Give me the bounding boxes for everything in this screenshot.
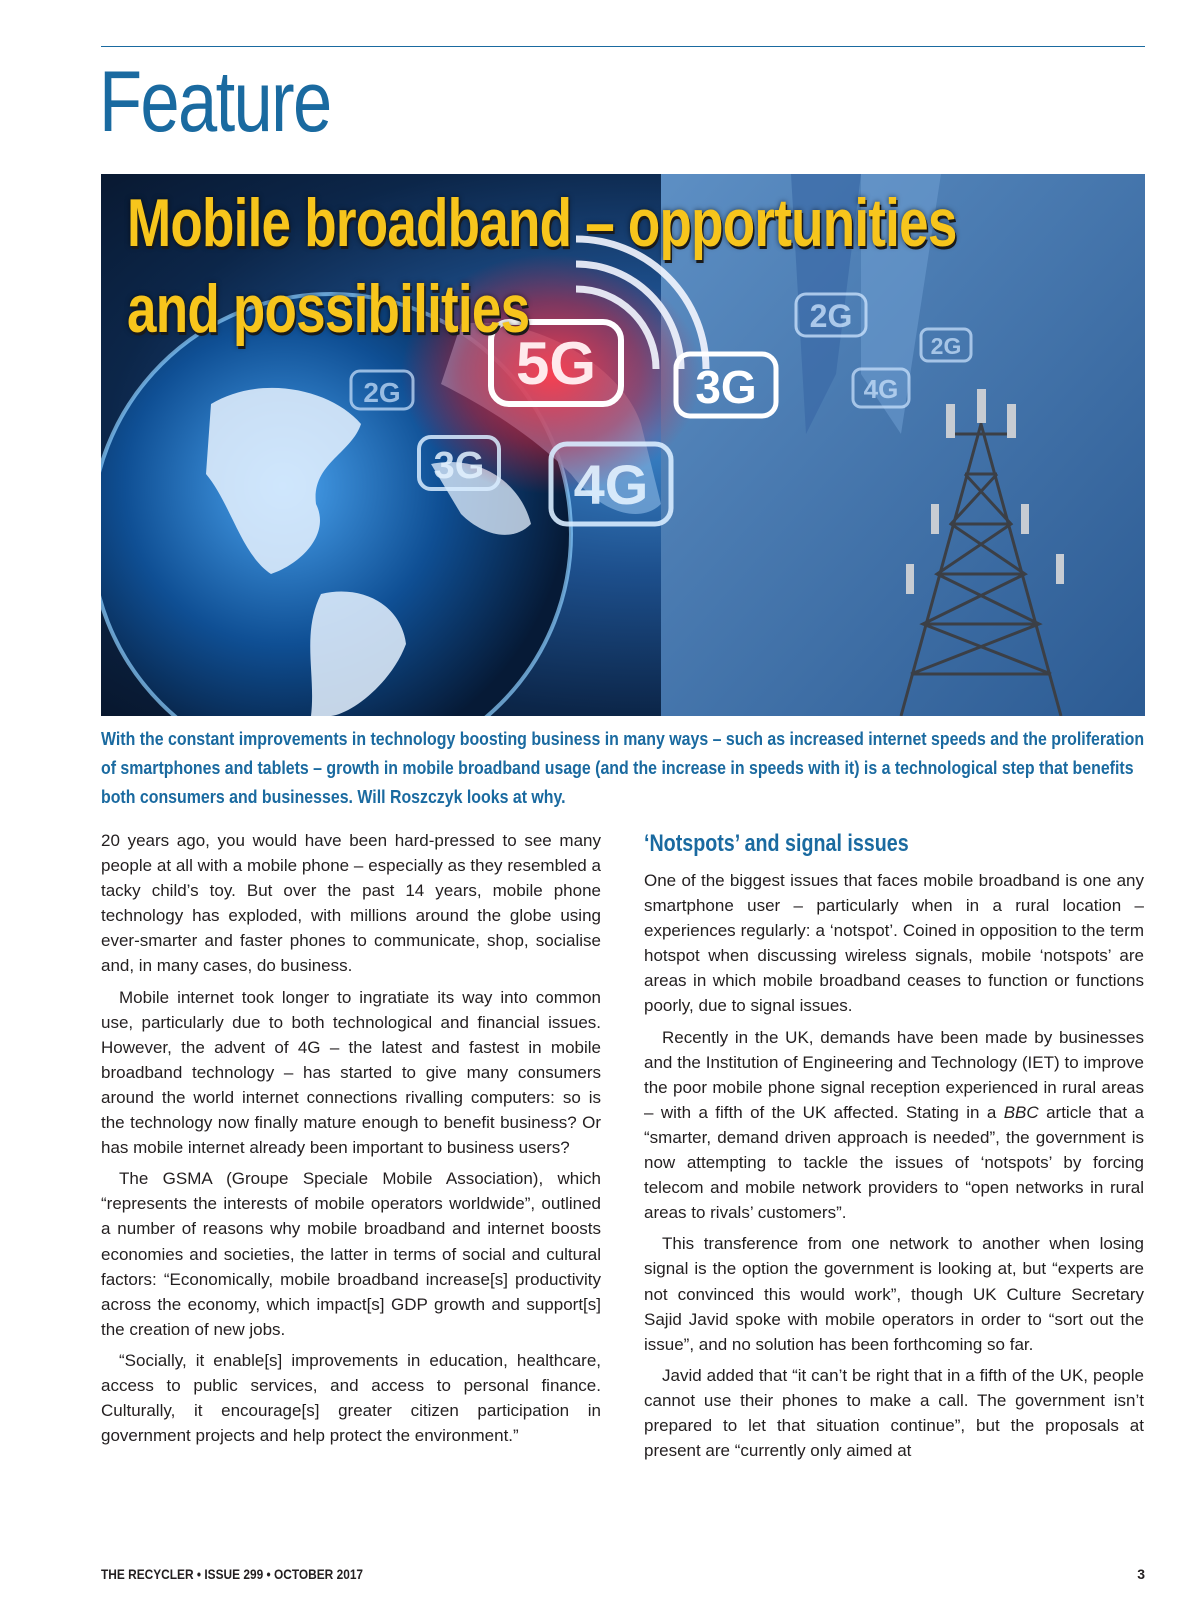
body-paragraph: Mobile internet took longer to ingratiate its way into common use, particularly due to both technological and financial issues. However, the advent of 4G – the latest and fastest in mobile broadband technology – has started to give many consumers around the world internet connections rivalling computers: so is the technology now finally mature enough to benefit business? Or has mobile internet already been important to business users? xyxy=(101,987,601,1158)
body-paragraph: Javid added that “it can’t be right that in a fifth of the UK, people cannot use their phones to make a call. The government isn’t prepared to let that situation continue”, but the proposals at present are “currently only aimed at xyxy=(644,1365,1144,1461)
headline-line-1: Mobile broadband – opportunities xyxy=(127,185,957,261)
body-paragraph: This transference from one network to another when losing signal is the option the government is looking at, but “experts are not convinced this would work”, though UK Culture Secretary Sajid Javid spoke with mobile operators in order to “sort out the issue”, and no solution has been forthcoming so far. xyxy=(644,1234,1144,1354)
body-text: Recently in the UK, demands have been made by businesses and the Institution of Engineering and Technology (IET) to improve the poor mobile phone signal reception experienced in rural areas – with a fifth of the UK affected. Stating in a xyxy=(644,1027,1144,1122)
badge-4g: 4G xyxy=(573,453,649,516)
subheading: ‘Notspots’ and signal issues xyxy=(644,830,909,857)
body-text-italic: BBC xyxy=(1003,1102,1039,1122)
right-column xyxy=(644,828,1144,1469)
body-text: article that a “smarter, demand driven approach is needed”, the government is now attempting to tackle the issues of ‘notspots’ by forcing telecom and mobile network providers to “open networks in rural areas to rivals’ customers”. xyxy=(644,1102,1144,1223)
badge-5g: 5G xyxy=(515,330,597,397)
left-column xyxy=(101,828,601,1454)
body-paragraph: “Socially, it enable[s] improvements in education, healthcare, access to public services, and access to personal finance. Culturally, it encourage[s] greater citizen participation in government projects and help protect the environment.” xyxy=(101,1350,601,1446)
badge-4g-right: 4G xyxy=(863,374,899,404)
badge-2g-left: 2G xyxy=(363,377,401,408)
page-number: 3 xyxy=(1137,1566,1145,1582)
publication-info: THE RECYCLER • ISSUE 299 • OCTOBER 2017 xyxy=(101,1566,364,1582)
badge-2g-top: 2G xyxy=(809,298,853,334)
section-label: Feature xyxy=(99,54,331,150)
badge-3g-small: 3G xyxy=(433,445,485,487)
standfirst xyxy=(101,724,1145,811)
hero-image xyxy=(101,174,1145,716)
body-paragraph: 20 years ago, you would have been hard-pressed to see many people at all with a mobile phone – especially as they resembled a tacky child’s toy. But over the past 14 years, mobile phone technology has exploded, with millions around the globe using ever-smarter and faster phones to communicate, shop, socialise and, in many cases, do business. xyxy=(101,831,601,976)
header-rule xyxy=(101,46,1145,47)
body-paragraph xyxy=(644,1025,1144,1226)
body-paragraph: The GSMA (Groupe Speciale Mobile Association), which “represents the interests of mobile operators worldwide”, outlined a number of reasons why mobile broadband and internet boosts economies and societies, the latter in terms of social and cultural factors: “Economically, mobile broadband increase[s] productivity across the economy, which impact[s] GDP growth and support[s] the creation of new jobs. xyxy=(101,1169,601,1339)
body-paragraph: One of the biggest issues that faces mobile broadband is one any smartphone user – particularly when in a rural location – experiences regularly: a ‘notspot’. Coined in opposition to the term hotspot when discussing wireless signals, mobile ‘notspots’ are areas in which mobile broadband ceases to function or functions poorly, due to signal issues. xyxy=(644,871,1144,1016)
headline-line-2: and possibilities xyxy=(127,271,530,347)
badge-3g: 3G xyxy=(695,361,757,413)
standfirst-text: With the constant improvements in technology boosting business in many ways – such as increased internet speeds and the proliferation of smartphones and tablets – growth in mobile broadband usage (and the increase in speeds with it) is a technological step that benefits both consumers and businesses. Will Roszczyk looks at why. xyxy=(101,728,1145,807)
badge-2g-right: 2G xyxy=(930,333,962,359)
headline xyxy=(127,180,957,352)
